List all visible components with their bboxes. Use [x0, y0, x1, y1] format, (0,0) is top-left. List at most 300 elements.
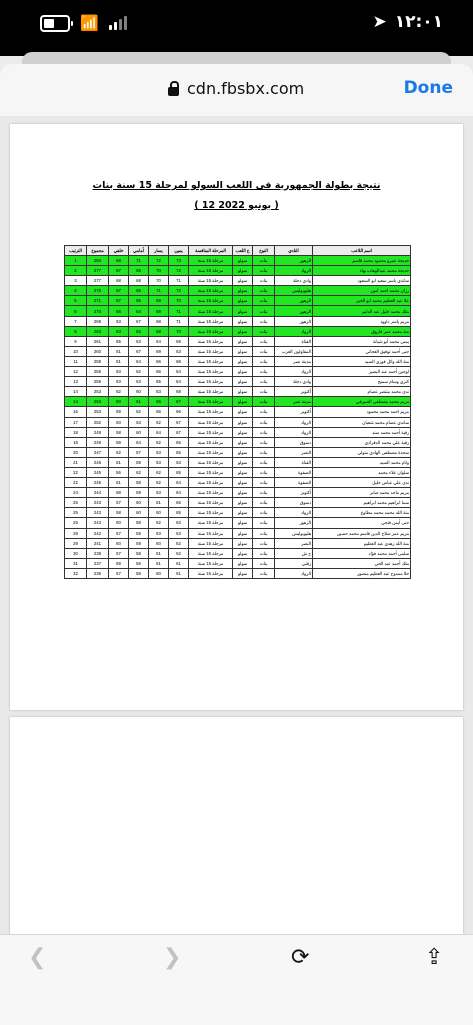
cell-right: 71 [169, 276, 189, 286]
cell-name: مريم احمد محمد محمود [313, 407, 411, 417]
cell-name: منة الله محمد محمد مطاوع [313, 508, 411, 518]
cell-stage: مرحلة 15 سنة [189, 266, 233, 276]
cell-club: ح ش [275, 548, 313, 558]
cell-play: سولو [233, 467, 253, 477]
cell-total: 255 [87, 367, 109, 377]
cell-rank: 13 [65, 377, 87, 387]
cell-rank: 28 [65, 528, 87, 538]
cell-right: 64 [169, 367, 189, 377]
cell-gender: بنات [253, 256, 275, 266]
table-row [65, 397, 411, 407]
cell-back: 67 [109, 286, 129, 296]
status-bar [0, 0, 473, 56]
cell-name: لوجين أحمد عبد البصير [313, 367, 411, 377]
cell-rank: 1 [65, 256, 87, 266]
cell-play: سولو [233, 356, 253, 366]
cell-name: ملك أحمد عبد الحي [313, 558, 411, 568]
cell-stage: مرحلة 15 سنة [189, 437, 233, 447]
cell-club: وادي دجلة [275, 276, 313, 286]
cell-name: سلمى أحمد محمد فؤاد [313, 548, 411, 558]
status-time-group [372, 12, 443, 32]
cell-club: أكتوبر [275, 488, 313, 498]
cell-stage: مرحلة 15 سنة [189, 488, 233, 498]
cell-stage: مرحلة 15 سنة [189, 457, 233, 467]
cell-left: 62 [149, 417, 169, 427]
cell-right: 64 [169, 377, 189, 387]
column-header: المرحلة المنافسة [189, 246, 233, 256]
cell-play: سولو [233, 538, 253, 548]
cell-stage: مرحلة 15 سنة [189, 256, 233, 266]
cell-right: 64 [169, 478, 189, 488]
table-row [65, 457, 411, 467]
cell-front: 68 [129, 276, 149, 286]
cell-rank: 25 [65, 498, 87, 508]
cell-name: منة الله زهدي عبد العظيم [313, 538, 411, 548]
document-date: ( 12 يونيو 2022 ) [194, 200, 279, 211]
cell-name: رقية أحمد محمد سند [313, 427, 411, 437]
cell-gender: بنات [253, 548, 275, 558]
cell-name: ندى محمد منتصر عصام [313, 387, 411, 397]
cell-gender: بنات [253, 316, 275, 326]
cell-total: 260 [87, 346, 109, 356]
table-row [65, 518, 411, 528]
cell-total: 242 [87, 528, 109, 538]
cell-gender: بنات [253, 377, 275, 387]
cell-name: ساندي ياسر سعيد ابو السعود [313, 276, 411, 286]
column-header: خلفي [109, 246, 129, 256]
table-row [65, 498, 411, 508]
cell-total: 269 [87, 316, 109, 326]
cell-play: سولو [233, 457, 253, 467]
cell-front: 58 [129, 548, 149, 558]
cell-name: كنزي وسام سميح [313, 377, 411, 387]
cell-stage: مرحلة 15 سنة [189, 367, 233, 377]
cell-gender: بنات [253, 488, 275, 498]
cell-front: 67 [129, 346, 149, 356]
cell-total: 249 [87, 437, 109, 447]
cell-left: 68 [149, 316, 169, 326]
cell-gender: بنات [253, 356, 275, 366]
cell-gender: بنات [253, 508, 275, 518]
wifi-icon: 📶 [80, 14, 99, 32]
cell-right: 62 [169, 548, 189, 558]
cell-rank: 2 [65, 266, 87, 276]
cell-club: الرواد [275, 266, 313, 276]
column-header: مجموع [87, 246, 109, 256]
chevron-left-icon[interactable]: ❮ [28, 945, 47, 970]
cell-club: الزهور [275, 316, 313, 326]
cell-rank: 22 [65, 478, 87, 488]
cell-gender: بنات [253, 467, 275, 477]
cell-back: 61 [109, 346, 129, 356]
status-time: ١٢:٠١ [394, 12, 443, 32]
cell-gender: بنات [253, 266, 275, 276]
cell-back: 59 [109, 558, 129, 568]
cell-right: 64 [169, 488, 189, 498]
column-header: اسم اللاعب [313, 246, 411, 256]
cell-back: 56 [109, 467, 129, 477]
cell-stage: مرحلة 15 سنة [189, 558, 233, 568]
cell-club: الرواد [275, 427, 313, 437]
cell-back: 60 [109, 397, 129, 407]
cell-name: ملك محمد خليل عبد الدايم [313, 306, 411, 316]
cell-front: 58 [129, 478, 149, 488]
cell-front: 56 [129, 558, 149, 568]
cell-right: 67 [169, 397, 189, 407]
cell-name: سما ابراهيم محمد ابراهيم [313, 498, 411, 508]
table-row [65, 356, 411, 366]
cell-stage: مرحلة 15 سنة [189, 346, 233, 356]
cell-name: جنى أيمن فتحي [313, 518, 411, 528]
cell-back: 63 [109, 377, 129, 387]
cell-rank: 3 [65, 276, 87, 286]
cell-rank: 10 [65, 346, 87, 356]
cell-left: 64 [149, 427, 169, 437]
cell-right: 61 [169, 558, 189, 568]
cell-stage: مرحلة 15 سنة [189, 356, 233, 366]
cell-club: دسوق [275, 498, 313, 508]
cell-back: 63 [109, 326, 129, 336]
cell-back: 57 [109, 568, 129, 578]
refresh-icon[interactable]: ⟳ [291, 945, 310, 970]
cell-left: 69 [149, 296, 169, 306]
cell-front: 60 [129, 387, 149, 397]
cell-stage: مرحلة 15 سنة [189, 568, 233, 578]
cell-left: 62 [149, 467, 169, 477]
cell-name: منة الله وائل فوزي السيد [313, 356, 411, 366]
cell-total: 253 [87, 397, 109, 407]
cell-left: 61 [149, 498, 169, 508]
cell-play: سولو [233, 387, 253, 397]
cell-left: 69 [149, 346, 169, 356]
url-display[interactable] [168, 79, 304, 98]
cell-stage: مرحلة 15 سنة [189, 326, 233, 336]
cell-right: 63 [169, 528, 189, 538]
cell-stage: مرحلة 15 سنة [189, 397, 233, 407]
table-row [65, 316, 411, 326]
cell-stage: مرحلة 15 سنة [189, 306, 233, 316]
column-header: النوع [253, 246, 275, 256]
cell-left: 62 [149, 518, 169, 528]
cell-gender: بنات [253, 427, 275, 437]
table-row [65, 538, 411, 548]
cell-club: الرواد [275, 508, 313, 518]
share-icon[interactable]: ⇪ [425, 945, 444, 970]
cell-club: الرواد [275, 326, 313, 336]
cell-stage: مرحلة 15 سنة [189, 417, 233, 427]
cell-stage: مرحلة 15 سنة [189, 427, 233, 437]
cell-back: 62 [109, 387, 129, 397]
table-row [65, 377, 411, 387]
cell-front: 63 [129, 377, 149, 387]
cell-stage: مرحلة 15 سنة [189, 447, 233, 457]
cell-left: 63 [149, 488, 169, 498]
cell-play: سولو [233, 367, 253, 377]
cell-back: 60 [109, 417, 129, 427]
table-row [65, 266, 411, 276]
cell-club: أكتوبر [275, 387, 313, 397]
cell-gender: بنات [253, 397, 275, 407]
cell-right: 65 [169, 467, 189, 477]
cell-back: 63 [109, 367, 129, 377]
cell-front: 65 [129, 296, 149, 306]
cell-front: 58 [129, 518, 149, 528]
cell-back: 58 [109, 488, 129, 498]
cell-play: سولو [233, 296, 253, 306]
cell-gender: بنات [253, 296, 275, 306]
cell-rank: 16 [65, 407, 87, 417]
cell-total: 253 [87, 387, 109, 397]
cell-back: 58 [109, 508, 129, 518]
cell-rank: 29 [65, 538, 87, 548]
cell-total: 246 [87, 457, 109, 467]
cell-front: 62 [129, 367, 149, 377]
cell-left: 63 [149, 457, 169, 467]
cell-back: 61 [109, 356, 129, 366]
cell-play: سولو [233, 478, 253, 488]
cell-total: 255 [87, 377, 109, 387]
cell-rank: 18 [65, 437, 87, 447]
cell-club: وادي دجلة [275, 377, 313, 387]
cell-name: مريم محمد مصطفى الصيرفي [313, 397, 411, 407]
cell-gender: بنات [253, 417, 275, 427]
cell-back: 67 [109, 296, 129, 306]
cell-front: 71 [129, 256, 149, 266]
cell-gender: بنات [253, 568, 275, 578]
cell-play: سولو [233, 447, 253, 457]
cell-rank: 32 [65, 568, 87, 578]
cell-total: 252 [87, 417, 109, 427]
cell-left: 66 [149, 356, 169, 366]
cell-total: 284 [87, 256, 109, 266]
cell-front: 60 [129, 427, 149, 437]
cell-front: 60 [129, 498, 149, 508]
cell-gender: بنات [253, 518, 275, 528]
cell-gender: بنات [253, 286, 275, 296]
cell-play: سولو [233, 316, 253, 326]
table-row [65, 488, 411, 498]
table-row [65, 467, 411, 477]
cell-play: سولو [233, 346, 253, 356]
cell-name: وئام محمد السيد [313, 457, 411, 467]
cell-total: 263 [87, 326, 109, 336]
cell-total: 270 [87, 306, 109, 316]
cell-left: 63 [149, 387, 169, 397]
cell-right: 66 [169, 407, 189, 417]
cell-right: 63 [169, 518, 189, 528]
cell-left: 68 [149, 326, 169, 336]
cell-stage: مرحلة 15 سنة [189, 286, 233, 296]
cell-total: 253 [87, 407, 109, 417]
table-row [65, 417, 411, 427]
cell-front: 59 [129, 538, 149, 548]
cell-stage: مرحلة 15 سنة [189, 336, 233, 346]
cell-stage: مرحلة 15 سنة [189, 528, 233, 538]
cell-play: سولو [233, 397, 253, 407]
cell-front: 64 [129, 306, 149, 316]
cell-right: 70 [169, 326, 189, 336]
table-row [65, 447, 411, 457]
cell-total: 245 [87, 478, 109, 488]
cell-total: 243 [87, 508, 109, 518]
cell-club: الرواد [275, 568, 313, 578]
cell-back: 57 [109, 548, 129, 558]
cell-play: سولو [233, 306, 253, 316]
cell-club: مدينة نصر [275, 397, 313, 407]
cell-name: ساندي عصام محمد شعبان [313, 417, 411, 427]
cell-stage: مرحلة 15 سنة [189, 387, 233, 397]
cell-gender: بنات [253, 457, 275, 467]
cell-rank: 17 [65, 417, 87, 427]
cell-front: 64 [129, 356, 149, 366]
cell-right: 72 [169, 286, 189, 296]
cell-rank: 11 [65, 356, 87, 366]
cell-name: ندى علي عباس خليل [313, 478, 411, 488]
table-row [65, 326, 411, 336]
cell-left: 66 [149, 367, 169, 377]
cell-left: 64 [149, 336, 169, 346]
cell-right: 67 [169, 427, 189, 437]
cell-play: سولو [233, 568, 253, 578]
cell-gender: بنات [253, 528, 275, 538]
cell-gender: بنات [253, 437, 275, 447]
cell-front: 59 [129, 457, 149, 467]
cell-club: الزهور [275, 296, 313, 306]
cell-play: سولو [233, 558, 253, 568]
table-row [65, 336, 411, 346]
cell-right: 73 [169, 256, 189, 266]
cell-gender: بنات [253, 498, 275, 508]
lock-icon [168, 87, 179, 96]
cell-front: 59 [129, 488, 149, 498]
cell-name: سلوان علاء محمد [313, 467, 411, 477]
cell-total: 237 [87, 558, 109, 568]
cell-play: سولو [233, 548, 253, 558]
cell-stage: مرحلة 15 سنة [189, 478, 233, 488]
table-row [65, 478, 411, 488]
column-header: النادي [275, 246, 313, 256]
table-row [65, 286, 411, 296]
document-title: نتيجة بطولة الجمهورية فى اللعب السولو لمرحلة 15 سنة بنات [92, 180, 381, 191]
cell-rank: 14 [65, 397, 87, 407]
cell-back: 68 [109, 256, 129, 266]
battery-icon [40, 15, 70, 32]
table-row [65, 568, 411, 578]
cell-rank: 4 [65, 286, 87, 296]
cell-total: 238 [87, 548, 109, 558]
cell-club: زفتي [275, 558, 313, 568]
cell-gender: بنات [253, 447, 275, 457]
table-row [65, 427, 411, 437]
table-row [65, 548, 411, 558]
cell-front: 58 [129, 568, 149, 578]
cell-gender: بنات [253, 407, 275, 417]
cell-rank: 18 [65, 427, 87, 437]
cell-stage: مرحلة 15 سنة [189, 407, 233, 417]
cell-club: مدينة نصر [275, 356, 313, 366]
cell-rank: 30 [65, 548, 87, 558]
cell-play: سولو [233, 326, 253, 336]
cell-club: النصر [275, 538, 313, 548]
location-arrow-icon: ➤ [372, 12, 387, 32]
cell-name: رقية علي محمد الدقرادي [313, 437, 411, 447]
signal-icon [109, 16, 127, 30]
cell-stage: مرحلة 15 سنة [189, 538, 233, 548]
cell-front: 59 [129, 528, 149, 538]
column-header: أمامي [129, 246, 149, 256]
table-row [65, 558, 411, 568]
cell-left: 63 [149, 528, 169, 538]
cell-gender: بنات [253, 367, 275, 377]
document-page-2 [10, 717, 463, 934]
cell-name: رزان محمد احمد امين [313, 286, 411, 296]
cell-club: الزهور [275, 306, 313, 316]
chevron-right-icon[interactable]: ❯ [163, 945, 182, 970]
cell-play: سولو [233, 377, 253, 387]
cell-gender: بنات [253, 306, 275, 316]
cell-left: 65 [149, 397, 169, 407]
cell-left: 61 [149, 548, 169, 558]
cell-total: 275 [87, 286, 109, 296]
cell-club: الصفوة [275, 478, 313, 488]
cell-total: 249 [87, 427, 109, 437]
cell-back: 59 [109, 407, 129, 417]
cell-right: 63 [169, 346, 189, 356]
cell-play: سولو [233, 336, 253, 346]
cell-front: 62 [129, 467, 149, 477]
cell-left: 60 [149, 568, 169, 578]
cell-play: سولو [233, 437, 253, 447]
cell-club: الزهور [275, 518, 313, 528]
cell-club: أكتوبر [275, 407, 313, 417]
cell-rank: 25 [65, 508, 87, 518]
cell-play: سولو [233, 407, 253, 417]
cell-right: 72 [169, 266, 189, 276]
cell-back: 68 [109, 276, 129, 286]
cell-left: 70 [149, 266, 169, 276]
cell-stage: مرحلة 15 سنة [189, 508, 233, 518]
table-row [65, 508, 411, 518]
cell-club: هليوبوليس [275, 528, 313, 538]
cell-play: سولو [233, 417, 253, 427]
cell-front: 67 [129, 316, 149, 326]
cell-total: 236 [87, 568, 109, 578]
document-viewer[interactable] [0, 116, 473, 934]
cell-stage: مرحلة 15 سنة [189, 548, 233, 558]
cell-total: 245 [87, 467, 109, 477]
table-row [65, 306, 411, 316]
cell-back: 58 [109, 437, 129, 447]
cell-front: 62 [129, 407, 149, 417]
cell-play: سولو [233, 256, 253, 266]
cell-total: 277 [87, 266, 109, 276]
cell-name: سجدة مصطفى الهادي متولي [313, 447, 411, 457]
cell-back: 67 [109, 266, 129, 276]
cell-total: 271 [87, 296, 109, 306]
cell-stage: مرحلة 15 سنة [189, 467, 233, 477]
cell-club: دسوق [275, 437, 313, 447]
done-button[interactable]: Done [403, 78, 453, 98]
cell-play: سولو [233, 528, 253, 538]
cell-front: 61 [129, 397, 149, 407]
cell-name: حلا ممدوح عبد العظيم منصور [313, 568, 411, 578]
cell-stage: مرحلة 15 سنة [189, 377, 233, 387]
cell-front: 60 [129, 508, 149, 518]
cell-back: 65 [109, 336, 129, 346]
cell-back: 60 [109, 518, 129, 528]
document-page [10, 124, 463, 710]
cell-back: 61 [109, 457, 129, 467]
